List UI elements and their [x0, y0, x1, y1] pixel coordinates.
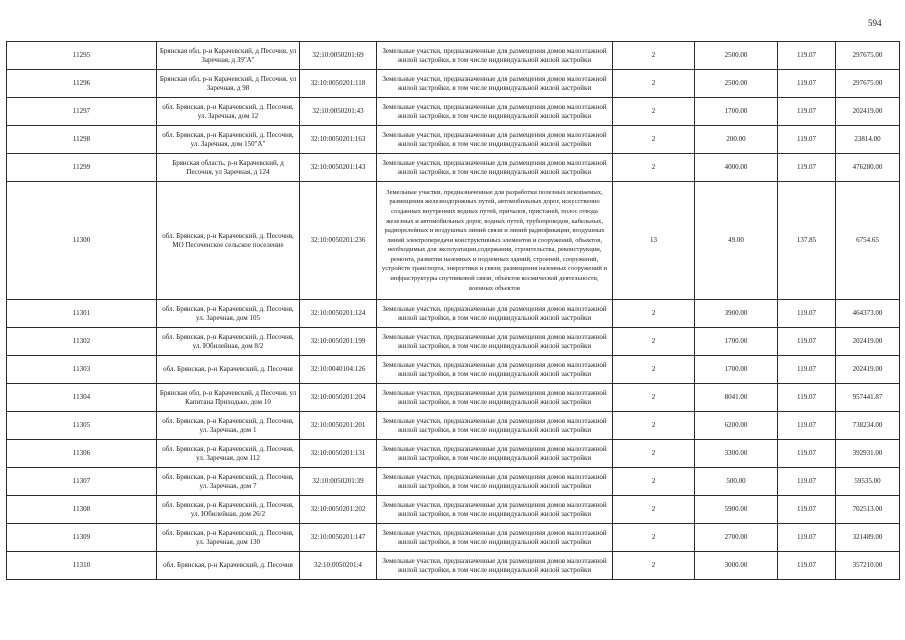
row-number-cell: 11298 — [7, 126, 157, 154]
table-row — [7, 356, 900, 384]
land-use-cell: Земельные участки, предназначенные для размещения домов малоэтажной жилой застройки, в том числе индивидуальной жилой застройки — [377, 328, 613, 356]
group-code-cell: 2 — [613, 356, 695, 384]
land-use-cell: Земельные участки, предназначенные для размещения домов малоэтажной жилой застройки, в том числе индивидуальной жилой застройки — [377, 356, 613, 384]
area-cell: 3900.00 — [695, 300, 778, 328]
row-number-cell: 11305 — [7, 412, 157, 440]
cadastral-number-cell: 32:10:0050201:118 — [300, 70, 377, 98]
table-row — [7, 496, 900, 524]
address-cell: обл. Брянская, р-н Карачевский, д. Песочня, ул. Заречная, дом 130 — [157, 524, 300, 552]
cadastral-value-cell: 957441.87 — [836, 384, 900, 412]
specific-value-cell: 119.07 — [778, 524, 836, 552]
land-use-cell: Земельные участки, предназначенные для размещения домов малоэтажной жилой застройки, в том числе индивидуальной жилой застройки — [377, 440, 613, 468]
specific-value-cell: 137.85 — [778, 182, 836, 300]
group-code-cell: 2 — [613, 552, 695, 580]
land-use-cell: Земельные участки, предназначенные для размещения домов малоэтажной жилой застройки, в том числе индивидуальной жилой застройки — [377, 126, 613, 154]
specific-value-cell: 119.07 — [778, 440, 836, 468]
specific-value-cell: 119.07 — [778, 468, 836, 496]
row-number-cell: 11309 — [7, 524, 157, 552]
row-number-cell: 11296 — [7, 70, 157, 98]
area-cell: 1700.00 — [695, 356, 778, 384]
row-number-cell: 11302 — [7, 328, 157, 356]
cadastral-value-cell: 297675.00 — [836, 42, 900, 70]
row-number-cell: 11297 — [7, 98, 157, 126]
table-row — [7, 552, 900, 580]
area-cell: 500.00 — [695, 468, 778, 496]
land-use-cell: Земельные участки, предназначенные для размещения домов малоэтажной жилой застройки, в том числе индивидуальной жилой застройки — [377, 42, 613, 70]
address-cell: обл. Брянская, р-н Карачевский, д. Песочня — [157, 552, 300, 580]
row-number-cell: 11308 — [7, 496, 157, 524]
cadastral-value-cell: 357210.00 — [836, 552, 900, 580]
cadastral-value-cell: 59535.00 — [836, 468, 900, 496]
address-cell: обл. Брянская, р-н Карачевский, д. Песочня, ул. Юбилейная, дом 8/2 — [157, 328, 300, 356]
cadastral-number-cell: 32:10:0050201:143 — [300, 154, 377, 182]
cadastral-number-cell: 32:10:0050201:4 — [300, 552, 377, 580]
address-cell: обл. Брянская, р-н Карачевский, д. Песочня, ул. Заречная, дом 105 — [157, 300, 300, 328]
row-number-cell: 11310 — [7, 552, 157, 580]
area-cell: 2500.00 — [695, 70, 778, 98]
specific-value-cell: 119.07 — [778, 126, 836, 154]
table-row — [7, 98, 900, 126]
table-row — [7, 42, 900, 70]
cadastral-value-cell: 702513.00 — [836, 496, 900, 524]
land-use-cell: Земельные участки, предназначенные для размещения домов малоэтажной жилой застройки, в том числе индивидуальной жилой застройки — [377, 70, 613, 98]
cadastral-value-cell: 202419.00 — [836, 328, 900, 356]
group-code-cell: 2 — [613, 98, 695, 126]
land-use-cell: Земельные участки, предназначенные для разработки полезных ископаемых, размещения железнодорожных путей, автомобильных дорог, искусственно созданных внутренних водных путей, причалов, пристаней, полос отвода железных и автомобильных дорог, водных путей, трубопроводов, кабельных, радиорелейных и воздушных линий связи и линий радиофикации, воздушных линий электропередачи конструктивных элементов и сооружений, объектов, необходимых для эксплуатации,содержания, строительства, реконструкции, ремонта, развития наземных и подземных зданий, строений, сооружений, устройств транспорта, энергетики и связи; размещения наземных сооружений и инфраструктуры спутниковой связи, объектов космической деятельности, военных объектов — [377, 182, 613, 300]
cadastral-value-cell: 321489.00 — [836, 524, 900, 552]
specific-value-cell: 119.07 — [778, 356, 836, 384]
cadastral-number-cell: 32:10:0050201:201 — [300, 412, 377, 440]
group-code-cell: 2 — [613, 328, 695, 356]
land-use-cell: Земельные участки, предназначенные для размещения домов малоэтажной жилой застройки, в том числе индивидуальной жилой застройки — [377, 468, 613, 496]
table-row — [7, 384, 900, 412]
row-number-cell: 11307 — [7, 468, 157, 496]
cadastral-number-cell: 32:10:0050201:202 — [300, 496, 377, 524]
cadastral-value-cell: 23814.00 — [836, 126, 900, 154]
address-cell: обл. Брянская, р-н Карачевский, д. Песочня, ул. Заречная, дом 12 — [157, 98, 300, 126]
cadastral-number-cell: 32:10:0050201:236 — [300, 182, 377, 300]
specific-value-cell: 119.07 — [778, 412, 836, 440]
area-cell: 49.00 — [695, 182, 778, 300]
area-cell: 2700.00 — [695, 524, 778, 552]
group-code-cell: 2 — [613, 42, 695, 70]
group-code-cell: 2 — [613, 412, 695, 440]
group-code-cell: 2 — [613, 496, 695, 524]
group-code-cell: 2 — [613, 440, 695, 468]
table-row — [7, 154, 900, 182]
specific-value-cell: 119.07 — [778, 328, 836, 356]
table-row — [7, 70, 900, 98]
row-number-cell: 11301 — [7, 300, 157, 328]
specific-value-cell: 119.07 — [778, 300, 836, 328]
address-cell: Брянская обл, р-н Карачевский, д Песочня, ул Заречная, д 98 — [157, 70, 300, 98]
address-cell: обл. Брянская, р-н Карачевский, д. Песочня, ул. Заречная, дом 7 — [157, 468, 300, 496]
page-number: 594 — [868, 18, 882, 28]
group-code-cell: 2 — [613, 468, 695, 496]
cadastral-value-cell: 297675.00 — [836, 70, 900, 98]
cadastral-number-cell: 32:10:0050201:43 — [300, 98, 377, 126]
cadastral-number-cell: 32:10:0050201:163 — [300, 126, 377, 154]
table-row — [7, 126, 900, 154]
row-number-cell: 11304 — [7, 384, 157, 412]
specific-value-cell: 119.07 — [778, 552, 836, 580]
group-code-cell: 2 — [613, 126, 695, 154]
specific-value-cell: 119.07 — [778, 496, 836, 524]
table-row — [7, 468, 900, 496]
table-row — [7, 440, 900, 468]
address-cell: обл. Брянская, р-н Карачевский, д. Песочня, ул. Заречная, дом 112 — [157, 440, 300, 468]
cadastral-number-cell: 32:10:0040104:126 — [300, 356, 377, 384]
address-cell: обл. Брянская, р-н Карачевский, д. Песочня, ул. Юбилейная, дом 26/2 — [157, 496, 300, 524]
address-cell: обл. Брянская, р-н Карачевский, д. Песочня, МО Песоченское сельское поселение — [157, 182, 300, 300]
land-use-cell: Земельные участки, предназначенные для размещения домов малоэтажной жилой застройки, в том числе индивидуальной жилой застройки — [377, 98, 613, 126]
row-number-cell: 11306 — [7, 440, 157, 468]
land-use-cell: Земельные участки, предназначенные для размещения домов малоэтажной жилой застройки, в том числе индивидуальной жилой застройки — [377, 552, 613, 580]
cadastral-number-cell: 32:10:0050201:204 — [300, 384, 377, 412]
address-cell: обл. Брянская, р-н Карачевский, д. Песочня, ул. Заречная, дом 1 — [157, 412, 300, 440]
area-cell: 1700.00 — [695, 98, 778, 126]
specific-value-cell: 119.07 — [778, 98, 836, 126]
cadastral-value-cell: 202419.00 — [836, 356, 900, 384]
area-cell: 1700.00 — [695, 328, 778, 356]
row-number-cell: 11295 — [7, 42, 157, 70]
land-use-cell: Земельные участки, предназначенные для размещения домов малоэтажной жилой застройки, в том числе индивидуальной жилой застройки — [377, 496, 613, 524]
row-number-cell: 11299 — [7, 154, 157, 182]
land-use-cell: Земельные участки, предназначенные для размещения домов малоэтажной жилой застройки, в том числе индивидуальной жилой застройки — [377, 524, 613, 552]
row-number-cell: 11303 — [7, 356, 157, 384]
row-number-cell: 11300 — [7, 182, 157, 300]
cadastral-number-cell: 32:10:0050201:131 — [300, 440, 377, 468]
land-use-cell: Земельные участки, предназначенные для размещения домов малоэтажной жилой застройки, в том числе индивидуальной жилой застройки — [377, 384, 613, 412]
address-cell: Брянская обл, р-н Карачевский, д Песочня, ул Заречная, д 39"А" — [157, 42, 300, 70]
specific-value-cell: 119.07 — [778, 154, 836, 182]
area-cell: 3300.00 — [695, 440, 778, 468]
table-row — [7, 524, 900, 552]
group-code-cell: 2 — [613, 70, 695, 98]
table-row — [7, 182, 900, 300]
land-use-cell: Земельные участки, предназначенные для размещения домов малоэтажной жилой застройки, в том числе индивидуальной жилой застройки — [377, 412, 613, 440]
group-code-cell: 2 — [613, 154, 695, 182]
group-code-cell: 2 — [613, 524, 695, 552]
address-cell: Брянская область, р-н Карачевский, д Песочня, ул Заречная, д 124 — [157, 154, 300, 182]
cadastral-number-cell: 32:10:0050201:39 — [300, 468, 377, 496]
cadastral-number-cell: 32:10:0050201:147 — [300, 524, 377, 552]
land-registry-table — [6, 41, 900, 580]
specific-value-cell: 119.07 — [778, 42, 836, 70]
specific-value-cell: 119.07 — [778, 384, 836, 412]
cadastral-value-cell: 392931.00 — [836, 440, 900, 468]
area-cell: 4000.00 — [695, 154, 778, 182]
area-cell: 2500.00 — [695, 42, 778, 70]
cadastral-value-cell: 464373.00 — [836, 300, 900, 328]
specific-value-cell: 119.07 — [778, 70, 836, 98]
address-cell: обл. Брянская, р-н Карачевский, д. Песочня — [157, 356, 300, 384]
cadastral-value-cell: 6754.65 — [836, 182, 900, 300]
address-cell: обл. Брянская, р-н Карачевский, д. Песочня, ул. Заречная, дом 150"А" — [157, 126, 300, 154]
area-cell: 6200.00 — [695, 412, 778, 440]
cadastral-value-cell: 738234.00 — [836, 412, 900, 440]
group-code-cell: 2 — [613, 384, 695, 412]
table-row — [7, 412, 900, 440]
group-code-cell: 2 — [613, 300, 695, 328]
cadastral-value-cell: 476280.00 — [836, 154, 900, 182]
table-row — [7, 328, 900, 356]
cadastral-value-cell: 202419.00 — [836, 98, 900, 126]
area-cell: 200.00 — [695, 126, 778, 154]
group-code-cell: 13 — [613, 182, 695, 300]
land-use-cell: Земельные участки, предназначенные для размещения домов малоэтажной жилой застройки, в том числе индивидуальной жилой застройки — [377, 300, 613, 328]
land-use-cell: Земельные участки, предназначенные для размещения домов малоэтажной жилой застройки, в том числе индивидуальной жилой застройки — [377, 154, 613, 182]
area-cell: 5900.00 — [695, 496, 778, 524]
area-cell: 3000.00 — [695, 552, 778, 580]
cadastral-number-cell: 32:10:0050201:199 — [300, 328, 377, 356]
cadastral-number-cell: 32:10:0050201:69 — [300, 42, 377, 70]
cadastral-number-cell: 32:10:0050201:124 — [300, 300, 377, 328]
table-body — [7, 42, 900, 580]
address-cell: Брянская обл, р-н Карачевский, д Песочня, ул Капитана Приходько, дом 10 — [157, 384, 300, 412]
area-cell: 8041.00 — [695, 384, 778, 412]
table-row — [7, 300, 900, 328]
